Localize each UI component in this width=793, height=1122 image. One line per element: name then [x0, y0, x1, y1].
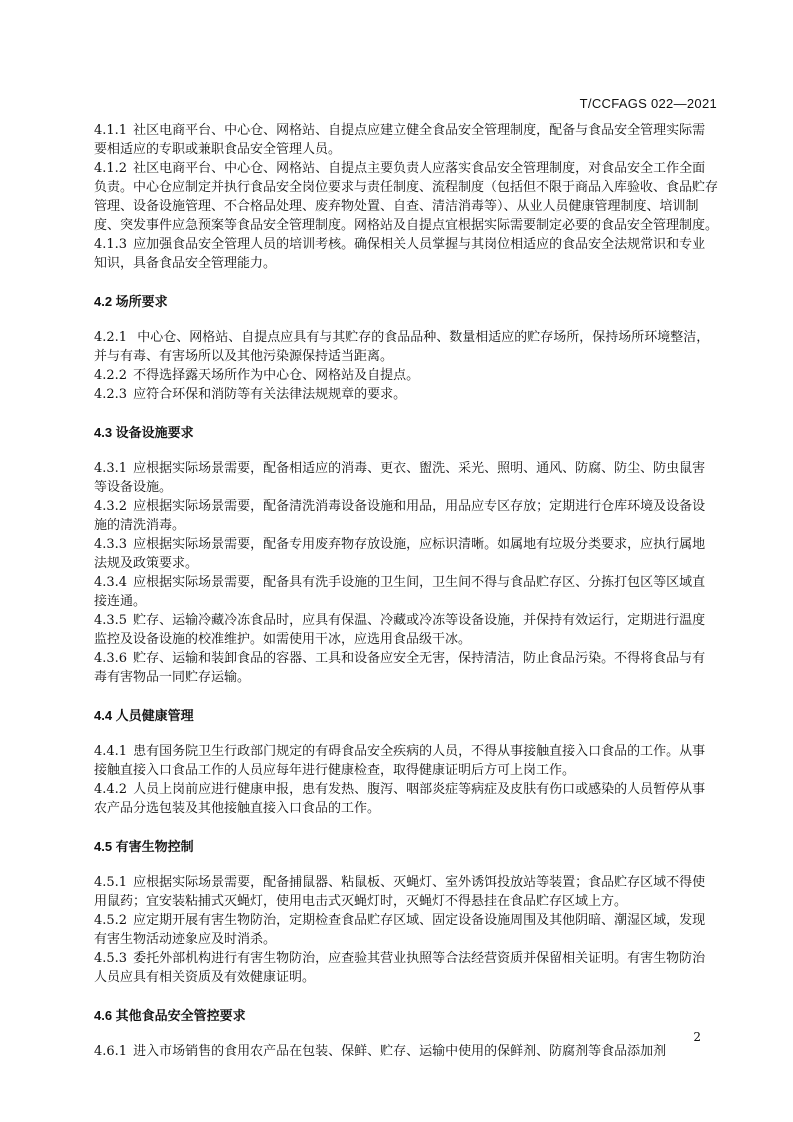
- section-heading: 4.2 场所要求: [94, 294, 168, 309]
- clause-number: 4.2.2: [94, 368, 128, 383]
- clause-paragraph: [94, 911, 718, 949]
- clause-number: 4.3.6: [94, 651, 128, 666]
- clause-number: 4.6.1: [94, 1044, 128, 1059]
- clause-paragraph: [94, 780, 718, 818]
- section-spacer: [94, 987, 718, 996]
- section-spacer: [94, 687, 718, 696]
- clause-text: 应根据实际场景需要，配备清洗消毒设备设施和用品，用品应专区存放；定期进行仓库环境及设备设施的清洗消毒。: [94, 499, 706, 533]
- clause-text: 人员上岗前应进行健康申报，患有发热、腹泻、咽部炎症等病症及皮肤有伤口或感染的人员暂停从事农产品分选包装及其他接触直接入口食品的工作。: [94, 782, 706, 816]
- clause-paragraph: [94, 949, 718, 987]
- clause-text: 进入市场销售的食用农产品在包装、保鲜、贮存、运输中使用的保鲜剂、防腐剂等食品添加剂: [133, 1044, 667, 1059]
- clause-number: 4.3.3: [94, 537, 128, 552]
- clause-text: 贮存、运输和装卸食品的容器、工具和设备应安全无害，保持清洁，防止食品污染。不得将食品与有毒有害物品一同贮存运输。: [94, 651, 706, 685]
- section-spacer: [94, 404, 718, 413]
- clause-text: 贮存、运输冷藏冷冻食品时，应具有保温、冷藏或冷冻等设备设施，并保持有效运行，定期进行温度监控及设备设施的校准维护。如需使用干冰，应选用食品级干冰。: [94, 613, 706, 647]
- clause-paragraph: [94, 159, 718, 235]
- clause-number: 4.2.1: [94, 330, 128, 345]
- clause-text: 应加强食品安全管理人员的培训考核。确保相关人员掌握与其岗位相适应的食品安全法规常识和专业知识，具备食品安全管理能力。: [94, 237, 706, 271]
- clause-paragraph: [94, 742, 718, 780]
- clause-paragraph: [94, 328, 718, 366]
- document-code: T/CCFAGS 022—2021: [579, 96, 717, 111]
- clause-number: 4.3.2: [94, 499, 128, 514]
- clause-number: 4.5.3: [94, 951, 128, 966]
- page-number: 2: [693, 1030, 701, 1044]
- document-body: [94, 121, 718, 1061]
- clause-number: 4.1.1: [94, 123, 128, 138]
- clause-number: 4.2.3: [94, 387, 128, 402]
- clause-number: 4.3.4: [94, 575, 128, 590]
- clause-number: 4.1.2: [94, 161, 128, 176]
- clause-paragraph: [94, 366, 718, 385]
- clause-number: 4.5.1: [94, 875, 128, 890]
- section-heading: 4.4 人员健康管理: [94, 708, 194, 723]
- clause-text: 应根据实际场景需要，配备捕鼠器、粘鼠板、灭蝇灯、室外诱饵投放站等装置；食品贮存区域不得使用鼠药；宜安装粘捕式灭蝇灯，使用电击式灭蝇灯时，灭蝇灯不得悬挂在食品贮存区域上方。: [94, 875, 706, 909]
- clause-paragraph: [94, 497, 718, 535]
- clause-text: 中心仓、网格站、自提点应具有与其贮存的食品品种、数量相适应的贮存场所，保持场所环境整洁，并与有毒、有害场所以及其他污染源保持适当距离。: [94, 330, 710, 364]
- clause-text: 社区电商平台、中心仓、网格站、自提点应建立健全食品安全管理制度，配备与食品安全管理实际需要相适应的专职或兼职食品安全管理人员。: [94, 123, 706, 157]
- clause-text: 应根据实际场景需要，配备专用废弃物存放设施，应标识清晰。如属地有垃圾分类要求，应执行属地法规及政策要求。: [94, 537, 706, 571]
- clause-number: 4.4.1: [94, 744, 128, 759]
- clause-text: 应定期开展有害生物防治，定期检查食品贮存区域、固定设备设施周围及其他阴暗、潮湿区域，发现有害生物活动迹象应及时消杀。: [94, 913, 706, 947]
- section-heading: 4.3 设备设施要求: [94, 425, 194, 440]
- section-spacer: [94, 273, 718, 282]
- clause-text: 应根据实际场景需要，配备具有洗手设施的卫生间，卫生间不得与食品贮存区、分拣打包区等区域直接连通。: [94, 575, 706, 609]
- clause-number: 4.3.1: [94, 461, 128, 476]
- clause-paragraph: [94, 385, 718, 404]
- clause-text: 应根据实际场景需要，配备相适应的消毒、更衣、盥洗、采光、照明、通风、防腐、防尘、防虫鼠害等设备设施。: [94, 461, 706, 495]
- clause-text: 不得选择露天场所作为中心仓、网格站及自提点。: [133, 368, 420, 383]
- clause-paragraph: [94, 611, 718, 649]
- clause-text: 社区电商平台、中心仓、网格站、自提点主要负责人应落实食品安全管理制度，对食品安全工作全面负责。中心仓应制定并执行食品安全岗位要求与责任制度、流程制度（包括但不限于商品入库验收、食品贮存管理、设备设施管理、不合格品处理、废弃物处置、自查、清洁消毒等）、从业人员健康管理制度、培训制度、突发事件应急预案等食品安全管理制度。网格站及自提点宜根据实际需要制定必要的食品安全管理制度。: [94, 161, 719, 233]
- clause-number: 4.4.2: [94, 782, 128, 797]
- clause-paragraph: [94, 573, 718, 611]
- clause-number: 4.5.2: [94, 913, 128, 928]
- clause-number: 4.3.5: [94, 613, 128, 628]
- section-heading: 4.5 有害生物控制: [94, 839, 194, 854]
- clause-paragraph: [94, 535, 718, 573]
- clause-paragraph: [94, 235, 718, 273]
- section-heading: 4.6 其他食品安全管控要求: [94, 1008, 246, 1023]
- clause-text: 委托外部机构进行有害生物防治，应查验其营业执照等合法经营资质并保留相关证明。有害生物防治人员应具有相关资质及有效健康证明。: [94, 951, 706, 985]
- clause-paragraph: [94, 121, 718, 159]
- clause-paragraph: [94, 649, 718, 687]
- clause-paragraph: [94, 459, 718, 497]
- clause-paragraph: [94, 1042, 718, 1061]
- clause-text: 患有国务院卫生行政部门规定的有碍食品安全疾病的人员，不得从事接触直接入口食品的工作。从事接触直接入口食品工作的人员应每年进行健康检查，取得健康证明后方可上岗工作。: [94, 744, 706, 778]
- section-spacer: [94, 818, 718, 827]
- clause-text: 应符合环保和消防等有关法律法规规章的要求。: [133, 387, 407, 402]
- clause-number: 4.1.3: [94, 237, 128, 252]
- clause-paragraph: [94, 873, 718, 911]
